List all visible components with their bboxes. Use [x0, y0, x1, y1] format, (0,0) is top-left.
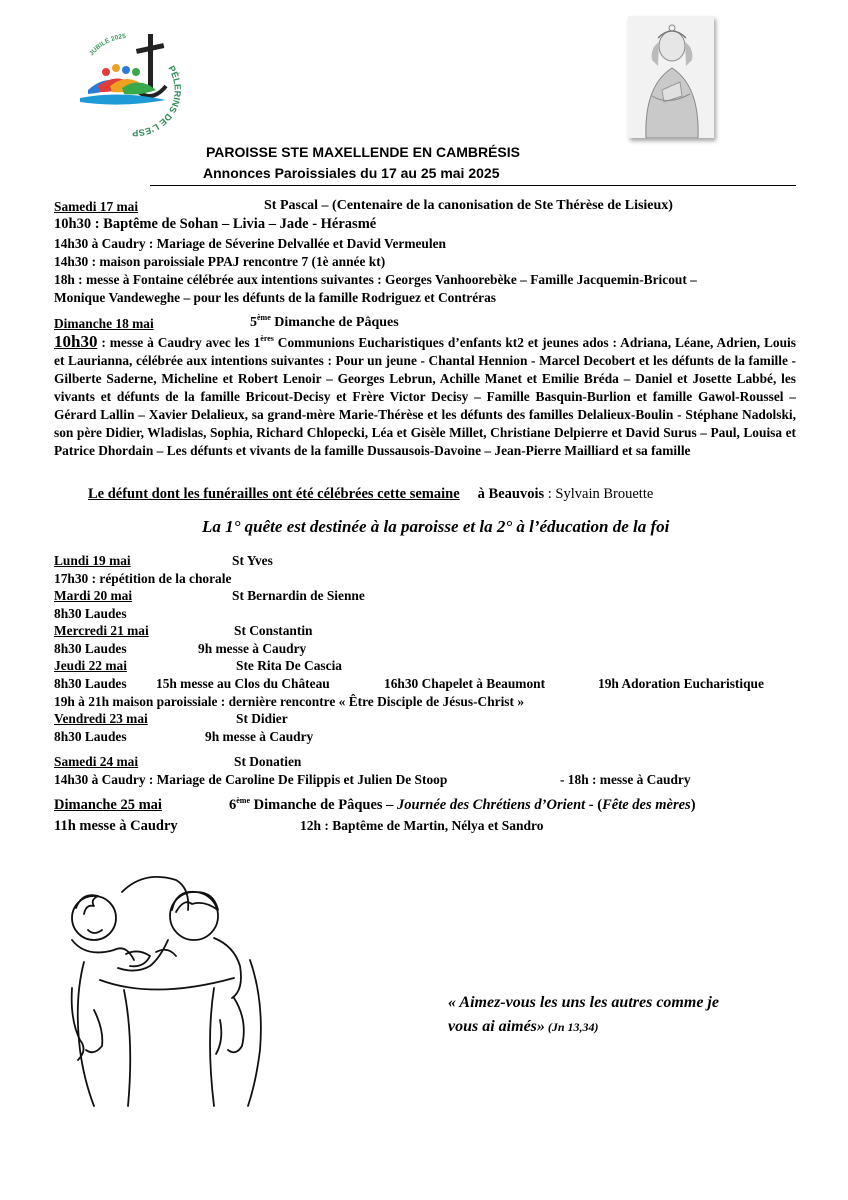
sun25-baptism: 12h : Baptême de Martin, Nélya et Sandro — [300, 818, 544, 833]
thu-saint: Ste Rita De Cascia — [236, 658, 342, 673]
sun25-sup: ème — [236, 796, 251, 805]
wed-date: Mercredi 21 mai — [54, 623, 149, 638]
quote-line2 — [448, 1018, 599, 1036]
thu-date: Jeudi 22 mai — [54, 658, 127, 673]
fri-date: Vendredi 23 mai — [54, 711, 148, 726]
sat17-date: Samedi 17 mai — [54, 199, 139, 214]
fri-col-a: 8h30 Laudes — [54, 729, 127, 744]
sun18-title-sup: ème — [257, 313, 271, 322]
tue-line1: 8h30 Laudes — [54, 606, 127, 621]
wed-line1b: 9h messe à Caudry — [198, 641, 307, 656]
logo-caption: PÈLERINS DE L'ESP — [132, 63, 183, 139]
quote-text2: vous ai aimés» — [448, 1018, 545, 1035]
collection-note: La 1° quête est destinée à la paroisse et la 2° à l’éducation de la foi — [202, 517, 670, 536]
jubilee-logo — [70, 28, 195, 148]
announcements-title: Annonces Paroissiales du 17 au 25 mai 2025 — [203, 165, 500, 181]
quote-ref: (Jn 13,34) — [544, 1020, 599, 1034]
sat17-wedding: 14h30 à Caudry : Mariage de Séverine Delvallée et David Vermeulen — [54, 236, 446, 251]
sun18-text-sup: ères — [260, 334, 274, 343]
sun18-text-b: Communions Eucharistiques d’enfants kt2 et jeunes ados : Adriana, Léane, Adrien, Louis et Laurianna, célébrée aux intentions suivantes : Pour un jeune - Chantal Hennion - Marcel Decobert et les défunts de la famille - Gilberte Saderne, Micheline et Robert Lenoir – Georges Lebrun, Achille Manet et Emilie Bréda – Daniel et Josette Labbé, les vivants et défunts de la famille Bricout-Decisy et Frère Victor Decisy – Famille Basquin-Burlion et famille Gawol-Roussel – Gérard Lallin – Xavier Delalieux, sa grand-mère Marie-Thérèse et les défunts des familles Delalieux-Boulin - Stéphane Nadolski, son père Didier, Wladislas, Sophia, Richard Chlopecki, Léa et Gisèle Millet, Christiane Delpierre et David Surus – Paul, Louisa et Patrice Dhordain – Les défunts et vivants de la famille Dussausois-Davoine – Jean-Pierre Mailliard et sa famille — [54, 335, 796, 458]
sun25-title — [229, 797, 696, 814]
quote-line1: « Aimez-vous les uns les autres comme je — [448, 994, 719, 1011]
sun25-end: ) — [690, 797, 696, 813]
sun18-time: 10h30 — [54, 332, 98, 351]
sun25-italic1: Journée des Chrétiens d’Orient — [397, 797, 586, 813]
sun18-text-a: : messe à Caudry avec les 1 — [97, 335, 261, 350]
funeral-place: à Beauvois — [477, 486, 545, 502]
wed-line1: 8h30 Laudes — [54, 641, 127, 656]
sun18-title-rest: Dimanche de Pâques — [270, 315, 399, 330]
parish-title: PAROISSE STE MAXELLENDE EN CAMBRÉSIS — [206, 144, 521, 160]
thu-col-a: 8h30 Laudes — [54, 676, 127, 691]
sat17-mass-line1: 18h : messe à Fontaine célébrée aux intentions suivantes : Georges Vanhoorebèke – Famille Jacquemin-Bricout – — [54, 272, 697, 287]
sun25-title-text: Dimanche de Pâques – — [250, 797, 398, 813]
thu-line2: 19h à 21h maison paroissiale : dernière rencontre « Être Disciple de Jésus-Christ » — [54, 694, 525, 709]
tue-saint: St Bernardin de Sienne — [232, 588, 365, 603]
thu-col-c: 16h30 Chapelet à Beaumont — [384, 676, 546, 691]
fri-col-b: 9h messe à Caudry — [205, 729, 314, 744]
header-rule — [150, 185, 796, 186]
sun25-mass: 11h messe à Caudry — [54, 818, 178, 834]
sun18-title-num: 5 — [250, 315, 257, 330]
sun25-num: 6 — [229, 797, 237, 813]
mon-date: Lundi 19 mai — [54, 553, 131, 568]
fri-saint: St Didier — [236, 711, 288, 726]
funeral-sep: : — [544, 486, 556, 502]
sat17-meeting: 14h30 : maison paroissiale PPAJ rencontre 7 (1è année kt) — [54, 254, 386, 269]
funeral-line — [88, 486, 653, 503]
sun18-date: Dimanche 18 mai — [54, 316, 154, 331]
sat17-baptism: 10h30 : Baptême de Sohan – Livia – Jade - Hérasmé — [54, 216, 377, 232]
svg-text:JUBILÉ 2025 — [88, 33, 126, 57]
sun25-italic2: Fête des mères — [602, 797, 691, 813]
sat24-date: Samedi 24 mai — [54, 754, 139, 769]
tue-date: Mardi 20 mai — [54, 588, 133, 603]
thu-col-b: 15h messe au Clos du Château — [156, 676, 330, 691]
mon-line1: 17h30 : répétition de la chorale — [54, 571, 232, 586]
sun18-title — [250, 315, 399, 331]
sun18-mass-text — [54, 333, 796, 460]
saint-picture — [628, 16, 714, 138]
sat17-saint: St Pascal – (Centenaire de la canonisation de Ste Thérèse de Lisieux) — [264, 198, 673, 213]
sun25-date: Dimanche 25 mai — [54, 797, 162, 813]
sat24-col-a: 14h30 à Caudry : Mariage de Caroline De Filippis et Julien De Stoop — [54, 772, 448, 787]
sat24-saint: St Donatien — [234, 754, 302, 769]
sat24-col-b: - 18h : messe à Caudry — [560, 772, 691, 787]
wed-saint: St Constantin — [234, 623, 313, 638]
sun25-mid: - ( — [585, 797, 603, 813]
sat17-mass-line2: Monique Vandeweghe – pour les défunts de la famille Rodriguez et Contréras — [54, 290, 497, 305]
funeral-label: Le défunt dont les funérailles ont été célébrées cette semaine — [88, 486, 460, 502]
mon-saint: St Yves — [232, 553, 273, 568]
family-drawing — [64, 870, 274, 1110]
logo-arc-text: JUBILÉ 2025 — [88, 33, 127, 58]
funeral-name: Sylvain Brouette — [555, 486, 654, 502]
thu-col-d: 19h Adoration Eucharistique — [598, 676, 764, 691]
